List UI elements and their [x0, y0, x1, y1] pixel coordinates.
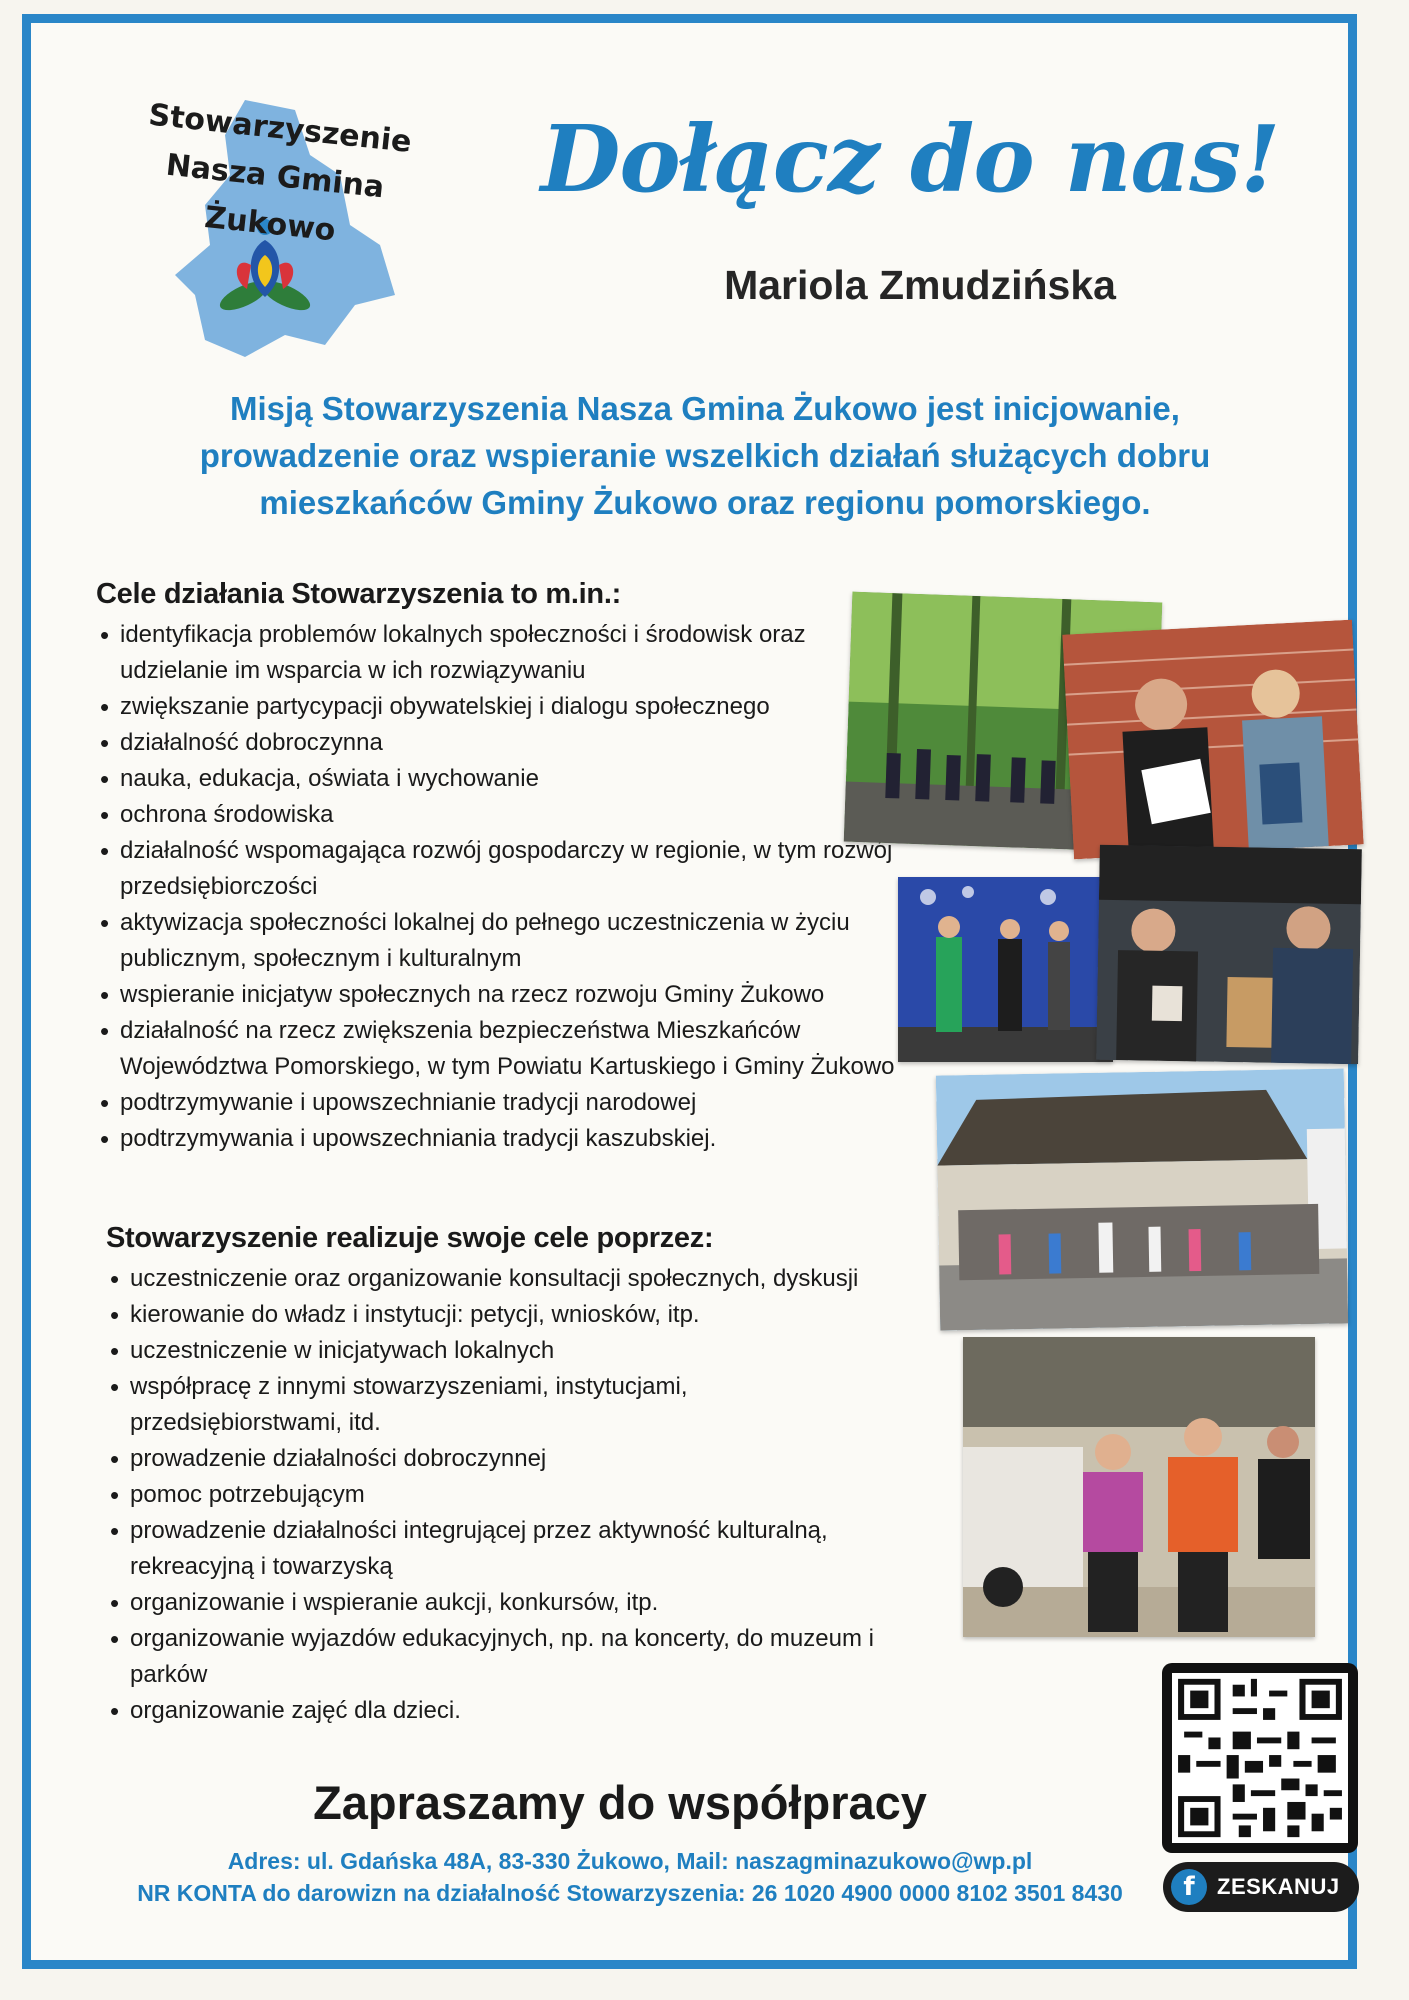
- means-section: [106, 1222, 906, 1729]
- invite-text: Zapraszamy do współpracy: [313, 1776, 927, 1829]
- list-item: • działalność dobroczynna: [96, 725, 896, 761]
- photo-thatched-cottage-group: [936, 1068, 1348, 1330]
- photo-car-museum: [963, 1337, 1315, 1637]
- list-item: • podtrzymywanie i upowszechnianie tradycji narodowej: [96, 1085, 896, 1121]
- list-item: • uczestniczenie oraz organizowanie konsultacji społecznych, dyskusji: [106, 1261, 906, 1297]
- list-item: • zwiększanie partycypacji obywatelskiej i dialogu społecznego: [96, 689, 896, 725]
- list-item: • prowadzenie działalności integrującej przez aktywność kulturalną, rekreacyjną i towarzyską: [106, 1513, 906, 1585]
- logo-line-3: Żukowo: [202, 199, 338, 249]
- facebook-scan-button[interactable]: [1163, 1862, 1359, 1912]
- mission-line-1: Misją Stowarzyszenia Nasza Gmina Żukowo jest inicjowanie,: [230, 390, 1180, 427]
- headline: Dołącz do nas!: [540, 105, 1280, 213]
- bank-account-line: NR KONTA do darowizn na działalność Stowarzyszenia: 26 1020 4900 0000 8102 3501 8430: [137, 1880, 1123, 1906]
- means-heading: Stowarzyszenie realizuje swoje cele poprzez:: [106, 1222, 714, 1254]
- qr-code[interactable]: [1162, 1663, 1358, 1853]
- list-item: • aktywizacja społeczności lokalnej do pełnego uczestniczenia w życiu publicznym, społecznym i kulturalnym: [96, 905, 896, 977]
- photo-stage-event: [898, 877, 1113, 1062]
- logo-line-2: Nasza Gmina: [164, 147, 386, 206]
- association-logo: [95, 95, 455, 365]
- goals-heading: Cele działania Stowarzyszenia to m.in.:: [96, 578, 621, 610]
- list-item: • identyfikacja problemów lokalnych społeczności i środowisk oraz udzielanie im wsparcia w ich rozwiązywaniu: [96, 617, 896, 689]
- list-item: • organizowanie zajęć dla dzieci.: [106, 1693, 906, 1729]
- goals-list: [96, 617, 896, 1157]
- list-item: • organizowanie wyjazdów edukacyjnych, np. na koncerty, do muzeum i parków: [106, 1621, 906, 1693]
- scan-label: ZESKANUJ: [1217, 1874, 1340, 1899]
- person-name: Mariola Zmudzińska: [724, 262, 1116, 308]
- means-list: [106, 1261, 906, 1729]
- list-item: • organizowanie i wspieranie aukcji, konkursów, itp.: [106, 1585, 906, 1621]
- goals-section: [96, 578, 896, 1157]
- list-item: • ochrona środowiska: [96, 797, 896, 833]
- list-item: • uczestniczenie w inicjatywach lokalnych: [106, 1333, 906, 1369]
- list-item: • wspieranie inicjatyw społecznych na rzecz rozwoju Gminy Żukowo: [96, 977, 896, 1013]
- qr-code-pattern-icon: [1172, 1673, 1348, 1843]
- list-item: • nauka, edukacja, oświata i wychowanie: [96, 761, 896, 797]
- address-line: Adres: ul. Gdańska 48A, 83-330 Żukowo, Mail: naszagminazukowo@wp.pl: [227, 1848, 1033, 1874]
- mission-statement: [120, 385, 1290, 526]
- photo-donation: [1096, 845, 1362, 1065]
- mission-line-2: prowadzenie oraz wspieranie wszelkich działań służących dobru: [199, 437, 1211, 474]
- facebook-icon: f: [1171, 1869, 1207, 1905]
- list-item: • pomoc potrzebującym: [106, 1477, 906, 1513]
- list-item: • współpracę z innymi stowarzyszeniami, instytucjami, przedsiębiorstwami, itd.: [106, 1369, 906, 1441]
- list-item: • działalność wspomagająca rozwój gospodarczy w regionie, w tym rozwój przedsiębiorczości: [96, 833, 896, 905]
- list-item: • podtrzymywania i upowszechniania tradycji kaszubskiej.: [96, 1121, 896, 1157]
- list-item: • kierowanie do władz i instytucji: petycji, wniosków, itp.: [106, 1297, 906, 1333]
- logo-line-1: Stowarzyszenie: [146, 97, 414, 160]
- photo-award-women: [1062, 620, 1363, 860]
- list-item: • działalność na rzecz zwiększenia bezpieczeństwa Mieszkańców Województwa Pomorskiego, w tym Powiatu Kartuskiego i Gminy Żukowo: [96, 1013, 896, 1085]
- list-item: • prowadzenie działalności dobroczynnej: [106, 1441, 906, 1477]
- mission-line-3: mieszkańców Gminy Żukowo oraz regionu pomorskiego.: [259, 484, 1151, 521]
